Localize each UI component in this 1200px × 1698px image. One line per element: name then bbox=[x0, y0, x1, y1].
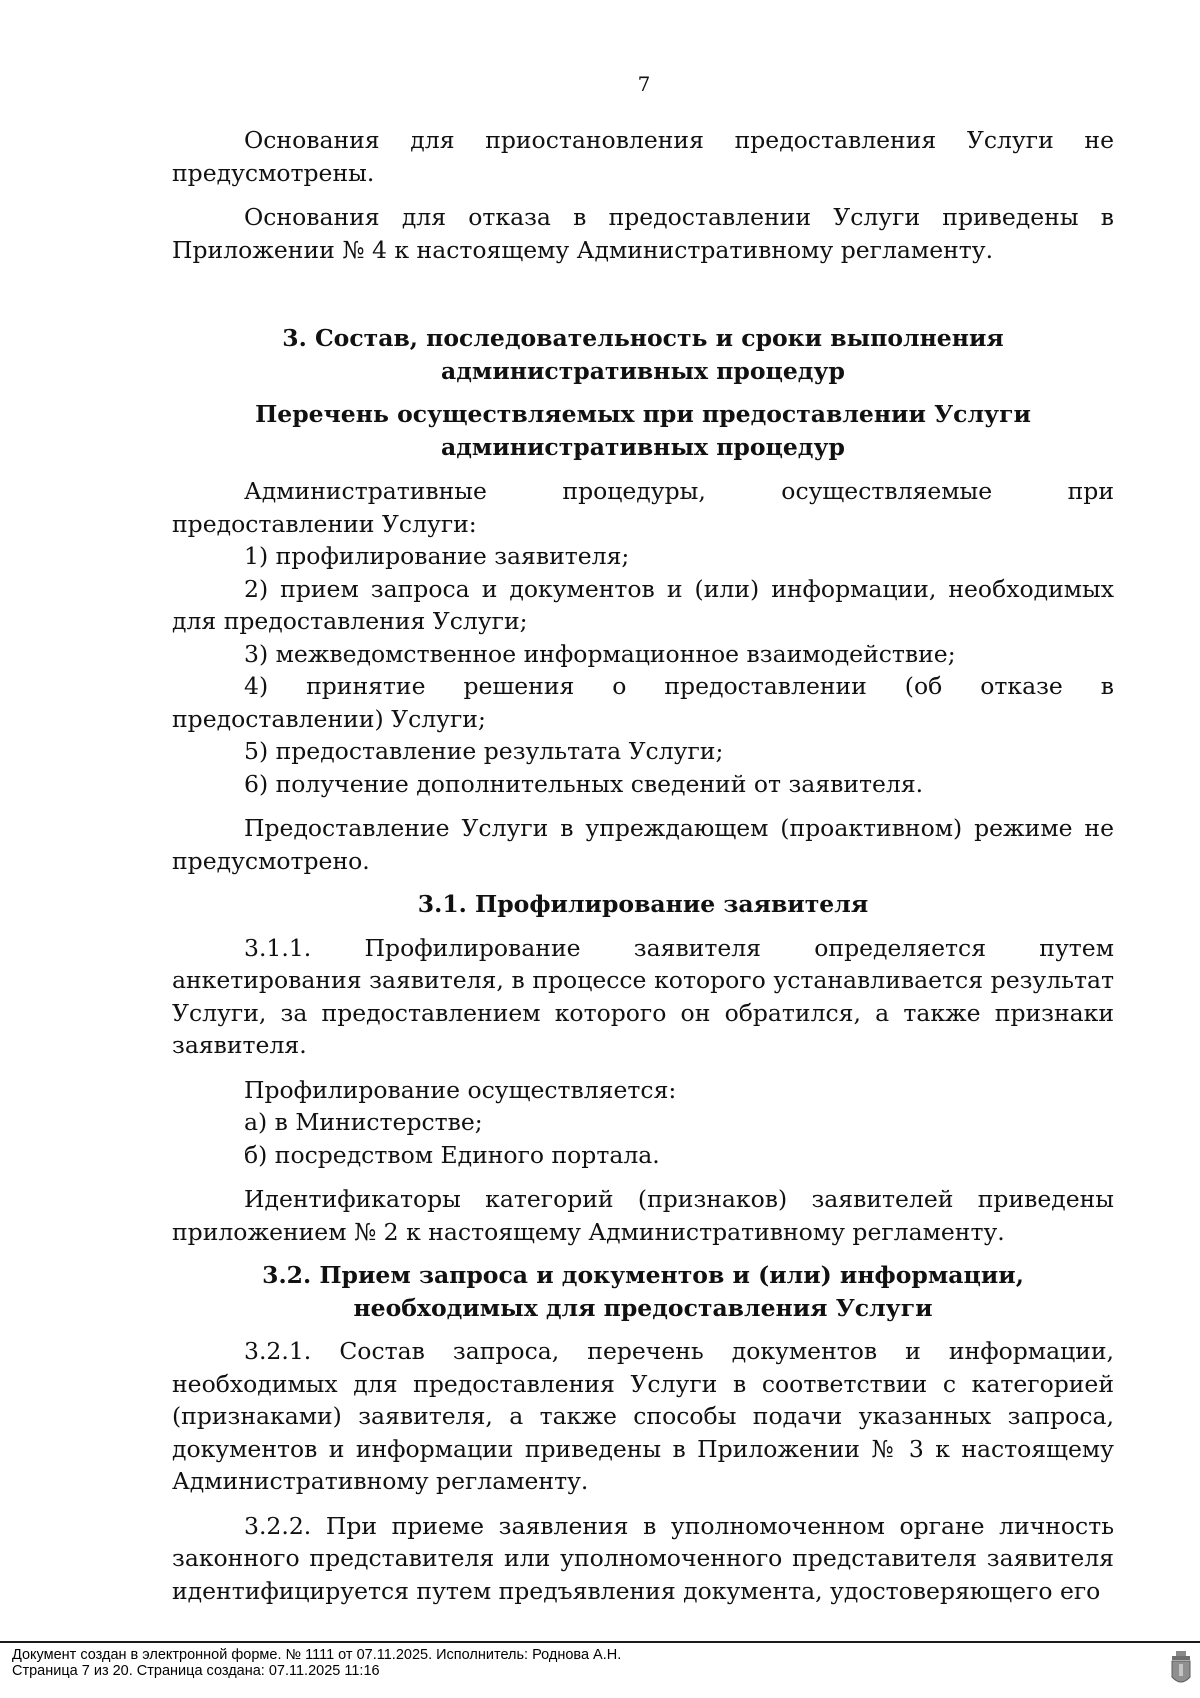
footer-line-1: Документ создан в электронной форме. № 1111 от 07.11.2025. Исполнитель: Роднова А.Н. bbox=[12, 1647, 622, 1663]
list-item: б) посредством Единого портала. bbox=[244, 1140, 660, 1169]
document-body bbox=[172, 124, 1114, 1607]
paragraph-3-2-2: 3.2.2. При приеме заявления в уполномоченном органе личность законного представителя или уполномоченного представителя заявителя идентифицируется путем предъявления документа, удостоверяющего его bbox=[172, 1511, 1114, 1605]
paragraph-suspension-grounds: Основания для приостановления предоставления Услуги не предусмотрены. bbox=[172, 126, 1114, 187]
paragraph-3-1-1: 3.1.1. Профилирование заявителя определяется путем анкетирования заявителя, в процессе которого устанавливается результат Услуги, за предоставлением которого он обратился, а также признаки заявителя. bbox=[172, 933, 1114, 1059]
footer bbox=[12, 1647, 621, 1679]
section-heading-3-1: 3.1. Профилирование заявителя bbox=[417, 890, 869, 918]
section-heading-3-2: 3.2. Прием запроса и документов и (или) информации, необходимых для предоставления Услуги bbox=[262, 1261, 1024, 1322]
section-heading-3: 3. Состав, последовательность и сроки выполнения административных процедур bbox=[282, 324, 1004, 385]
page-number: 7 bbox=[637, 72, 651, 96]
coat-of-arms-icon bbox=[1170, 1651, 1192, 1687]
paragraph-refusal-grounds: Основания для отказа в предоставлении Услуги приведены в Приложении № 4 к настоящему Административному регламенту. bbox=[172, 203, 1114, 264]
footer-line-2: Страница 7 из 20. Страница создана: 07.11.2025 11:16 bbox=[12, 1663, 380, 1679]
list-item: а) в Министерстве; bbox=[244, 1108, 483, 1136]
list-item: 2) прием запроса и документов и (или) информации, необходимых для предоставления Услуги; bbox=[172, 574, 1114, 635]
paragraph-proactive-mode: Предоставление Услуги в упреждающем (проактивном) режиме не предусмотрено. bbox=[172, 814, 1114, 875]
list-item: 1) профилирование заявителя; bbox=[244, 542, 630, 570]
subheading-procedures-list: Перечень осуществляемых при предоставлении Услуги административных процедур bbox=[255, 400, 1031, 461]
list-item: 5) предоставление результата Услуги; bbox=[244, 737, 724, 765]
profiling-line: Профилирование осуществляется: bbox=[244, 1075, 677, 1104]
procedures-intro: Административные процедуры, осуществляемые при предоставлении Услуги: bbox=[172, 477, 1114, 538]
paragraph-identifiers: Идентификаторы категорий (признаков) заявителей приведены приложением № 2 к настоящему Административному регламенту. bbox=[172, 1185, 1114, 1246]
list-item: 6) получение дополнительных сведений от заявителя. bbox=[244, 769, 924, 798]
footer-divider bbox=[0, 1641, 1200, 1643]
paragraph-3-2-1: 3.2.1. Состав запроса, перечень документов и информации, необходимых для предоставления Услуги в соответствии с категорией (признаками) заявителя, а также способы подачи указанных запроса, документов и информации приведены в Приложении № 3 к настоящему Административному регламенту. bbox=[172, 1337, 1114, 1495]
list-item: 3) межведомственное информационное взаимодействие; bbox=[244, 639, 956, 668]
list-item: 4) принятие решения о предоставлении (об отказе в предоставлении) Услуги; bbox=[172, 672, 1114, 733]
